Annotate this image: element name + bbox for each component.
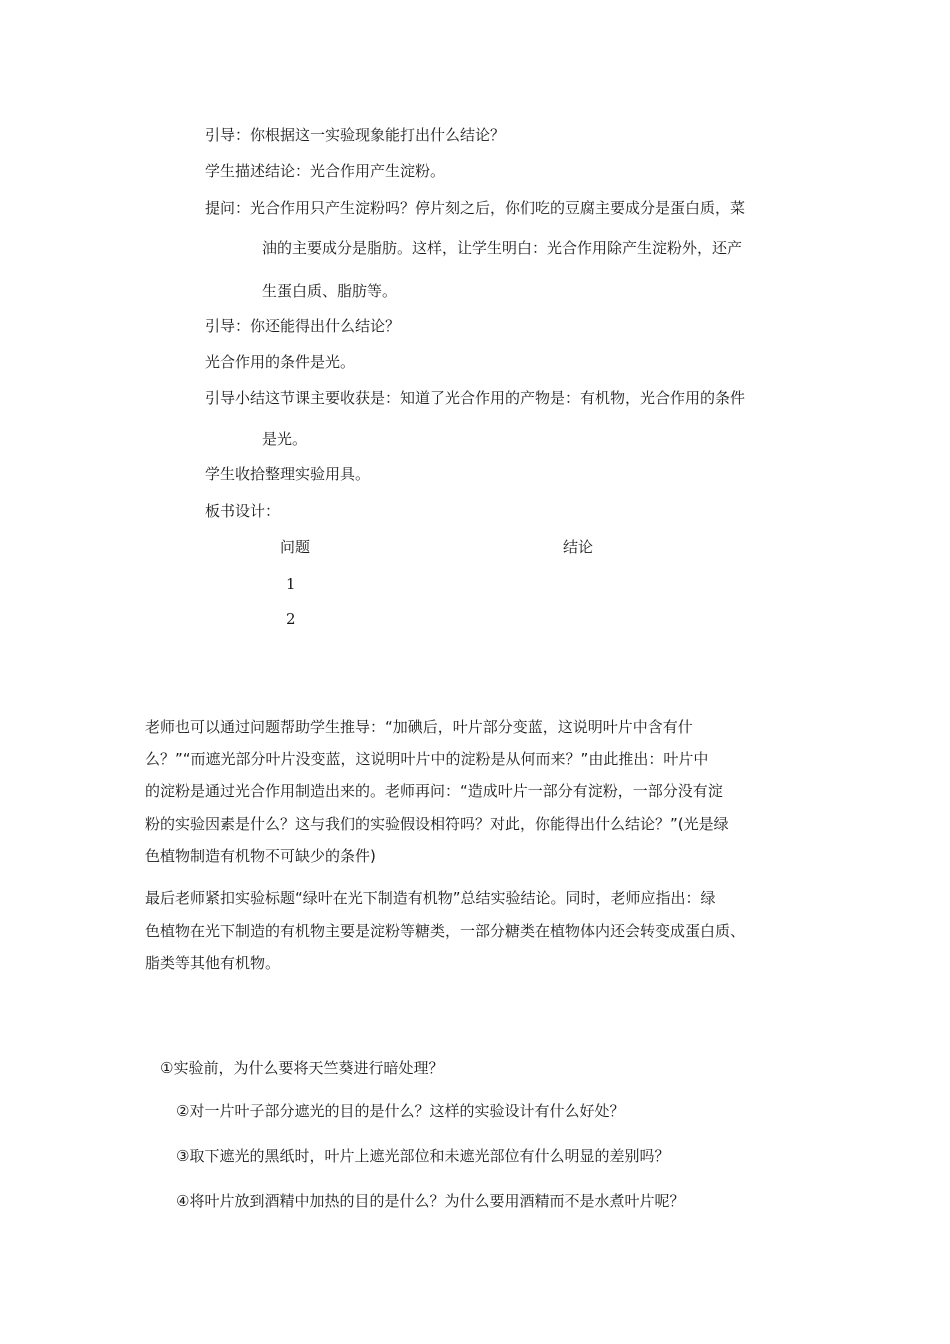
board-column-header: 结论	[563, 538, 594, 556]
question-item: ①实验前，为什么要将天竺葵进行暗处理？	[160, 1059, 444, 1077]
text-line: 色植物在光下制造的有机物主要是淀粉等糖类，一部分糖类在植物体内还会转变成蛋白质、	[145, 922, 746, 940]
board-row-number: 1	[286, 575, 296, 593]
text-line: 光合作用的条件是光。	[205, 353, 356, 371]
text-line: 么？”“而遮光部分叶片没变蓝，这说明叶片中的淀粉是从何而来？”由此推出：叶片中	[145, 750, 709, 768]
board-column-header: 问题	[280, 538, 311, 556]
question-item: ④将叶片放到酒精中加热的目的是什么？为什么要用酒精而不是水煮叶片呢？	[176, 1192, 685, 1210]
text-line: 色植物制造有机物不可缺少的条件)	[145, 847, 376, 865]
text-line: 老师也可以通过问题帮助学生推导：“加碘后，叶片部分变蓝，这说明叶片中含有什	[145, 718, 693, 736]
text-line: 学生描述结论：光合作用产生淀粉。	[205, 162, 446, 180]
text-line: 油的主要成分是脂肪。这样，让学生明白：光合作用除产生淀粉外，还产	[262, 239, 743, 257]
question-item: ②对一片叶子部分遮光的目的是什么？这样的实验设计有什么好处？	[176, 1102, 625, 1120]
text-line: 板书设计：	[205, 502, 281, 520]
text-line: 脂类等其他有机物。	[145, 954, 281, 972]
text-line: 粉的实验因素是什么？这与我们的实验假设相符吗？对此，你能得出什么结论？”(光是绿	[145, 815, 729, 833]
text-line: 是光。	[262, 430, 308, 448]
text-line: 引导：你还能得出什么结论？	[205, 317, 401, 335]
text-line: 的淀粉是通过光合作用制造出来的。老师再问：“造成叶片一部分有淀粉，一部分没有淀	[145, 782, 723, 800]
text-line: 最后老师紧扣实验标题“绿叶在光下制造有机物”总结实验结论。同时，老师应指出：绿	[145, 889, 716, 907]
board-row-number: 2	[286, 610, 296, 628]
text-line: 学生收拾整理实验用具。	[205, 465, 371, 483]
text-line: 引导小结这节课主要收获是：知道了光合作用的产物是：有机物，光合作用的条件	[205, 389, 746, 407]
text-line: 提问：光合作用只产生淀粉吗？停片刻之后，你们吃的豆腐主要成分是蛋白质，菜	[205, 199, 746, 217]
text-line: 引导：你根据这一实验现象能打出什么结论？	[205, 126, 506, 144]
question-item: ③取下遮光的黑纸时，叶片上遮光部位和未遮光部位有什么明显的差别吗？	[176, 1147, 670, 1165]
text-line: 生蛋白质、脂肪等。	[262, 282, 398, 300]
